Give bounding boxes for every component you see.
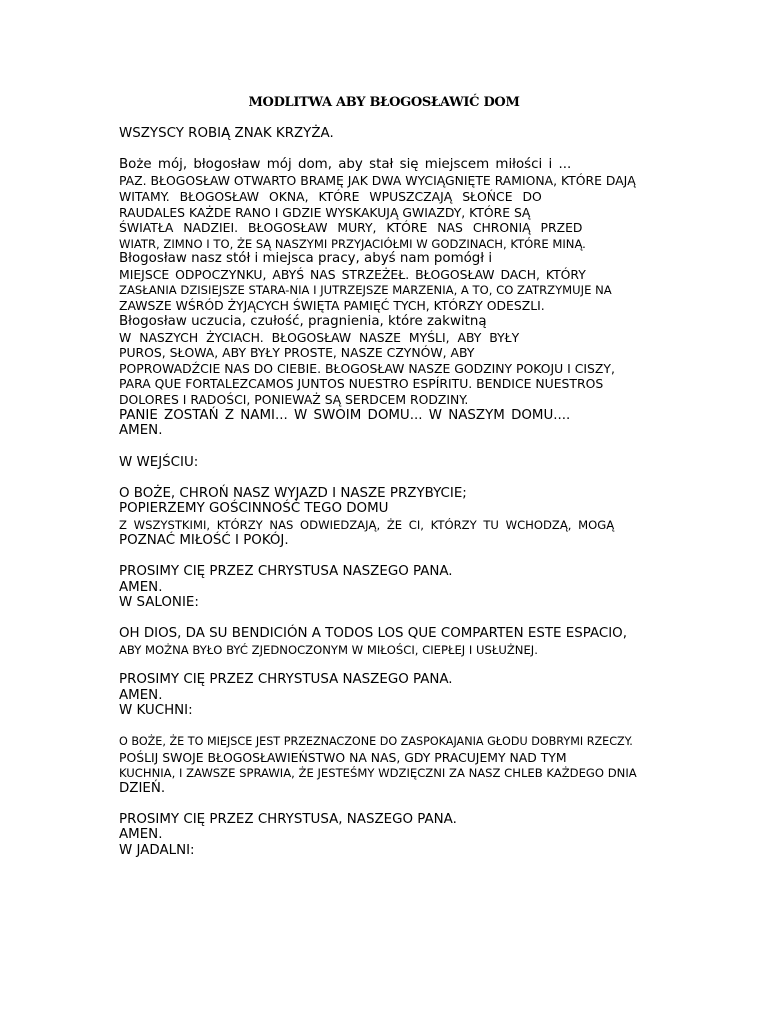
text-line: ZAWSZE WŚRÓD ŻYJĄCYCH ŚWIĘTA PAMIĘĆ TYCH, KTÓRZY ODESZLI.	[119, 298, 545, 313]
text-line: WIATR, ZIMNO I TO, ŻE SĄ NASZYMI PRZYJACIÓŁMI W GODZINACH, KTÓRE MINĄ.	[119, 237, 586, 251]
text-line: ŚWIATŁA NADZIEI. BŁOGOSŁAW MURY, KTÓRE NAS CHRONIĄ PRZED	[119, 220, 583, 235]
text-line: PROSIMY CIĘ PRZEZ CHRYSTUSA, NASZEGO PANA.	[119, 812, 457, 827]
text-line: AMEN.	[119, 423, 163, 438]
text-line: DOLORES I RADOŚCI, PONIEWAŻ SĄ SERDCEM RODZINY.	[119, 392, 469, 407]
text-line: MIEJSCE ODPOCZYNKU, ABYŚ NAS STRZEŻEŁ. BŁOGOSŁAW DACH, KTÓRY	[119, 267, 586, 282]
text-line: DZIEŃ.	[119, 781, 166, 796]
section-heading: W SALONIE:	[119, 595, 199, 610]
section-heading: W WEJŚCIU:	[119, 455, 199, 470]
text-line: Boże mój, błogosław mój dom, aby stał się miejscem miłości i ...	[119, 157, 572, 172]
text-line: PROSIMY CIĘ PRZEZ CHRYSTUSA NASZEGO PANA.	[119, 672, 453, 687]
text-line: Błogosław uczucia, czułość, pragnienia, które zakwitną	[119, 314, 487, 329]
text-line: OH DIOS, DA SU BENDICIÓN A TODOS LOS QUE COMPARTEN ESTE ESPACIO,	[119, 626, 627, 641]
text-line: PROSIMY CIĘ PRZEZ CHRYSTUSA NASZEGO PANA.	[119, 564, 453, 579]
text-line: WITAMY. BŁOGOSŁAW OKNA, KTÓRE WPUSZCZAJĄ SŁOŃCE DO	[119, 189, 542, 204]
text-line: PARA QUE FORTALEZCAMOS JUNTOS NUESTRO ESPÍRITU. BENDICE NUESTROS	[119, 376, 604, 391]
text-line: ZASŁANIA DZISIEJSZE STARA-NIA I JUTRZEJSZE MARZENIA, A TO, CO ZATRZYMUJE NA	[119, 283, 612, 297]
text-line: PAZ. BŁOGOSŁAW OTWARTO BRAMĘ JAK DWA WYCIĄGNIĘTE RAMIONA, KTÓRE DAJĄ	[119, 173, 636, 188]
text-line: POPROWADŹCIE NAS DO CIEBIE. BŁOGOSŁAW NASZE GODZINY POKOJU I CISZY,	[119, 361, 615, 376]
text-line: PUROS, SŁOWA, ABY BYŁY PROSTE, NASZE CZYNÓW, ABY	[119, 345, 475, 360]
text-line: Z WSZYSTKIMI, KTÓRZY NAS ODWIEDZAJĄ, ŻE CI, KTÓRZY TU WCHODZĄ, MOGĄ	[119, 518, 615, 532]
text-line: AMEN.	[119, 580, 163, 595]
text-line: AMEN.	[119, 688, 163, 703]
text-line: PANIE ZOSTAŃ Z NAMI... W SWOIM DOMU... W NASZYM DOMU....	[119, 408, 571, 423]
text-line: WSZYSCY ROBIĄ ZNAK KRZYŻA.	[119, 126, 334, 141]
text-line: O BOŻE, ŻE TO MIEJSCE JEST PRZEZNACZONE DO ZASPOKAJANIA GŁODU DOBRYMI RZECZY.	[119, 735, 633, 748]
text-line: W NASZYCH ŻYCIACH. BŁOGOSŁAW NASZE MYŚLI, ABY BYŁY	[119, 330, 520, 345]
text-line: POŚLIJ SWOJE BŁOGOSŁAWIEŃSTWO NA NAS, GDY PRACUJEMY NAD TYM	[119, 750, 567, 765]
text-line: POZNAĆ MIŁOŚĆ I POKÓJ.	[119, 533, 289, 548]
text-line: AMEN.	[119, 827, 163, 842]
section-heading: W KUCHNI:	[119, 703, 193, 718]
text-line: POPIERZEMY GOŚCINNOŚĆ TEGO DOMU	[119, 501, 389, 516]
text-line: RAUDALES KAŻDE RANO I GDZIE WYSKAKUJĄ GWIAZDY, KTÓRE SĄ	[119, 205, 531, 220]
section-heading: W JADALNI:	[119, 843, 195, 858]
text-line: ABY MOŻNA BYŁO BYĆ ZJEDNOCZONYM W MIŁOŚCI, CIEPŁEJ I USŁUŻNEJ.	[119, 643, 538, 657]
text-line: O BOŻE, CHROŃ NASZ WYJAZD I NASZE PRZYBYCIE;	[119, 486, 467, 501]
document-title: MODLITWA ABY BŁOGOSŁAWIĆ DOM	[248, 95, 520, 110]
text-line: KUCHNIA, I ZAWSZE SPRAWIA, ŻE JESTEŚMY WDZIĘCZNI ZA NASZ CHLEB KAŻDEGO DNIA	[119, 766, 637, 780]
text-line: Błogosław nasz stół i miejsca pracy, abyś nam pomógł i	[119, 251, 493, 266]
